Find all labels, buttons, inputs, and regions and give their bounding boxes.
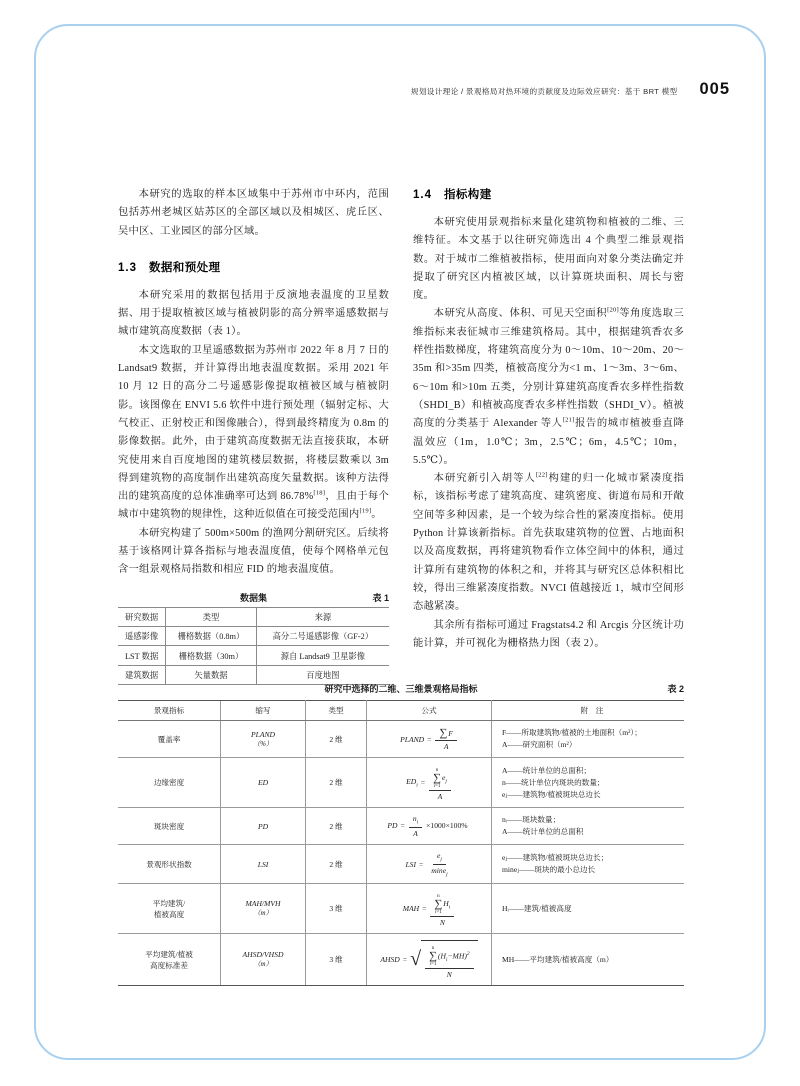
- paragraph-compactness: [413, 470, 684, 616]
- table2-abbr: [221, 721, 306, 758]
- table2-index-name: 边缘密度: [118, 758, 221, 808]
- note-line: A——统计单位的总面积: [502, 827, 584, 836]
- equals-sign: =: [427, 734, 432, 744]
- table2-notes: [492, 934, 685, 986]
- fraction-denominator: A: [413, 828, 418, 838]
- table1-row: [118, 646, 389, 665]
- formula-expression: [403, 890, 456, 927]
- table2-row: [118, 884, 684, 934]
- table2-type: 2 维: [306, 758, 367, 808]
- table1-header-cell: 类型: [166, 607, 257, 626]
- table2-container: [118, 682, 684, 986]
- table2-index-name-line1: 平均建筑/: [152, 898, 186, 908]
- table2-header-cell: 景观指标: [118, 701, 221, 721]
- table2-row: [118, 934, 684, 986]
- paragraph-preprocessing: [118, 342, 389, 525]
- table2-title: 研究中选择的二维、三维景观格局指标: [324, 684, 478, 694]
- section-title: 指标构建: [444, 189, 492, 201]
- fraction: [430, 890, 454, 927]
- table1-cell: LST 数据: [118, 646, 166, 665]
- table1-title: 数据集: [239, 592, 267, 603]
- note-line: Hᵢ——建筑/植被高度: [502, 903, 572, 913]
- equals-sign: =: [422, 904, 427, 914]
- table1-cell: 栅格数据（30m）: [166, 646, 257, 665]
- section-heading-1-4: [413, 186, 684, 202]
- table2-body: [118, 721, 684, 986]
- formula-lhs: PD: [387, 821, 398, 831]
- paragraph-3d-index-part3: 报告的城市植被垂直降温效应（1m，1.0℃；3m，2.5℃；6m，4.5℃；10m，5.5℃）。: [413, 418, 685, 466]
- square-root: [410, 940, 478, 979]
- paragraph-data-sources: 本研究采用的数据包括用于反演地表温度的卫星数据、用于提取植被区域与植被阴影的高分辨率遥感数据与城市建筑高度数据（表 1）。: [118, 289, 389, 338]
- fraction-numerator: ∑ F: [435, 728, 456, 741]
- table2-tag: 表 2: [667, 684, 684, 694]
- table1-cell: 百度地图: [256, 665, 389, 684]
- table2-index-name-line2: 高度标准差: [150, 960, 188, 970]
- table1-cell: 源自 Landsat9 卫星影像: [256, 646, 389, 665]
- table2-index-name: [118, 884, 221, 934]
- table2-abbr: [221, 845, 306, 884]
- fraction-numerator: n ∑ i=1 $H_i$: [430, 890, 454, 917]
- formula-lhs: LSI: [405, 859, 416, 869]
- equals-sign: =: [420, 778, 426, 787]
- note-line: eⱼ——建筑物/植被斑块总边长；: [502, 853, 609, 863]
- formula-lhs: PLAND: [400, 734, 425, 744]
- table2-abbr-unit: （m）: [253, 960, 273, 969]
- table2-notes: [492, 845, 685, 884]
- table1-cell: 建筑数据: [118, 665, 166, 684]
- table2-formula: [367, 884, 492, 934]
- table2-formula: [367, 934, 492, 986]
- table2-notes: [492, 884, 685, 934]
- table2-index-name: 覆盖率: [118, 721, 221, 758]
- table2-notes: [492, 758, 685, 808]
- paragraph-3d-index: [413, 305, 684, 470]
- table2-index-name: 景观形状指数: [118, 845, 221, 884]
- note-line: F——所取建筑物/植被的土地面积（m²）；: [502, 728, 642, 737]
- table2-head: [118, 701, 684, 721]
- table2-header-cell: 公式: [367, 701, 492, 721]
- fraction-denominator: mine$_j$: [431, 865, 448, 878]
- fraction-numerator: $e_j$: [433, 851, 446, 865]
- equals-sign: =: [400, 821, 405, 831]
- note-line: eⱼ——建筑物/植被斑块总边长: [502, 789, 601, 799]
- formula-expression: [400, 728, 458, 751]
- paragraph-index-overview: 本研究使用景观指标来量化建筑物和植被的二维、三维特征。本文基于以往研究筛选出 4 个典型二维景观指数。对于城市二维植被指标，使用面向对象分类法确定并提取了研究区内植被区域，以计算斑块面积、周长与密度。: [413, 217, 684, 302]
- left-column: [118, 186, 389, 685]
- formula-expression: [387, 814, 470, 838]
- radical-sign: √: [410, 948, 422, 971]
- table2-header-row: [118, 701, 684, 721]
- note-line: MH——平均建筑/植被高度（m）: [502, 954, 614, 964]
- table2-type: 3 维: [306, 884, 367, 934]
- table1-header-cell: 研究数据: [118, 607, 166, 626]
- table2-type: 2 维: [306, 808, 367, 845]
- table2-abbr: [221, 758, 306, 808]
- formula-lhs: AHSD: [380, 955, 400, 965]
- fraction-denominator: A: [443, 741, 449, 751]
- radical-body: [421, 940, 478, 979]
- table2-abbr-text: PD: [257, 821, 269, 831]
- table2-index-name: [118, 934, 221, 986]
- table1-row: [118, 627, 389, 646]
- table2-abbr-text: ED: [257, 778, 269, 787]
- table2-row: [118, 721, 684, 758]
- formula-lhs: $ED_i$: [406, 776, 418, 789]
- running-head-title: 规划设计理论 / 景观格局对热环境的贡献度及边际效应研究：基于 BRT 模型: [410, 87, 678, 96]
- table2-abbr-text: PLAND: [250, 729, 276, 739]
- table1-header-row: [118, 607, 389, 626]
- table1-body: [118, 607, 389, 685]
- fraction-denominator: N: [439, 918, 445, 928]
- paragraph-study-area: 本研究的选取的样本区域集中于苏州市中环内，范围包括苏州老城区姑苏区的全部区域以及相城区、虎丘区、吴中区、工业园区的部分区域。: [118, 189, 389, 237]
- equals-sign: =: [419, 859, 424, 869]
- table1-tag: 表 1: [372, 592, 389, 603]
- paragraph-3d-index-part2: 等角度选取三维指标来表征城市三维建筑格局。其中，根据建筑香农多样性指数梯度，将建筑高度分为 0～10m、10～20m、20～35m 和>35m 四类，植被高度分为<1 m、1～3m、3～6m、6～10m 和>10m 五类，分别计算建筑高度香农多样性指数（SHDI_B）和植被高度香农多样性指数（SHDI_V）。植被高度的分类基于 Alexander 等人: [413, 308, 684, 430]
- reference-marker-18: [18]: [313, 489, 326, 497]
- fraction-numerator: $n_i$: [409, 814, 422, 828]
- table2-notes: [492, 721, 685, 758]
- right-column: [413, 186, 684, 685]
- table2-abbr-text: LSI: [257, 859, 269, 869]
- section-number: 1.4: [413, 189, 432, 201]
- fraction-denominator: A: [437, 792, 443, 801]
- table2: [118, 700, 684, 986]
- paragraph-fishnet: 本研究构建了 500m×500m 的渔网分割研究区。后续将基于该格网计算各指标与地表温度值，使每个网格单元包含一组景观格局指数和相应 FID 的地表温度值。: [118, 527, 389, 576]
- note-line: mineⱼ——斑块的最小总边长: [502, 865, 596, 875]
- table2-type: 3 维: [306, 934, 367, 986]
- table1-caption: [118, 591, 389, 604]
- table2-caption: [118, 682, 684, 696]
- paragraph-compactness-part2: 构建的归一化城市紧凑度指标，该指标考虑了建筑高度、建筑密度、街道布局和开敞空间等多种因素，是一个较为综合性的紧凑度指标。使用 Python 计算该新指标。首先获取建筑物的位置、占地面积以及高度数据，再将建筑物看作立体空间中的体积，通过计算所有建筑物的体积之和，并将其与研究区总体积相比较，得出三维紧凑度指数。NVCI 值越接近 1，城市空间形态越紧凑。: [413, 473, 684, 613]
- fraction-denominator: N: [446, 970, 452, 980]
- table1-cell: 栅格数据（0.8m）: [166, 627, 257, 646]
- section-title: 数据和预处理: [149, 261, 221, 274]
- table2-abbr: [221, 934, 306, 986]
- table2-abbr-text: MAH/MVH: [245, 899, 281, 909]
- reference-marker-21: [21]: [562, 416, 575, 424]
- table2-index-name: 斑块密度: [118, 808, 221, 845]
- fraction: [429, 764, 451, 801]
- table2-formula: [367, 845, 492, 884]
- reference-marker-22: [22]: [535, 471, 548, 479]
- paragraph-software: 其余所有指标可通过 Fragstats4.2 和 Arcgis 分区统计功能计算，并可视化为栅格热力图（表 2）。: [413, 619, 684, 649]
- section-heading-1-3: [118, 259, 389, 275]
- paragraph-3d-index-part1: 本研究从高度、体积、可见天空面积: [433, 308, 608, 320]
- fraction-numerator: n ∑ i=1 $(H_i-MH)^2$: [425, 942, 474, 969]
- table2-index-name-line1: 平均建筑/植被: [145, 949, 193, 959]
- table1-cell: 遥感影像: [118, 627, 166, 646]
- table2-formula: [367, 721, 492, 758]
- table2-notes: [492, 808, 685, 845]
- table2-abbr-text: AHSD/VHSD: [242, 950, 284, 960]
- table2-abbr-unit: （%）: [253, 739, 273, 748]
- table2-abbr: [221, 808, 306, 845]
- table2-index-name-line2: 植被高度: [153, 909, 185, 919]
- paragraph-compactness-part1: 本研究新引入胡等人: [433, 473, 536, 485]
- table1-cell: 矢量数据: [166, 665, 257, 684]
- table2-row: [118, 758, 684, 808]
- note-line: A——研究面积（m²）: [502, 740, 577, 749]
- fraction: [409, 814, 422, 838]
- article-columns: [118, 186, 684, 685]
- reference-marker-20: [20]: [607, 307, 619, 315]
- running-head: [70, 80, 730, 99]
- note-line: n——统计单位内斑块的数量；: [502, 777, 605, 787]
- table2-abbr-unit: （m）: [253, 909, 273, 918]
- formula-expression: [380, 940, 477, 979]
- section-number: 1.3: [118, 261, 137, 274]
- table2-header-cell: 类型: [306, 701, 367, 721]
- table2-abbr: [221, 884, 306, 934]
- table2-type: 2 维: [306, 845, 367, 884]
- table2-formula: [367, 808, 492, 845]
- fraction: [425, 942, 474, 979]
- formula-expression: [405, 851, 452, 877]
- table2-type: 2 维: [306, 721, 367, 758]
- paragraph-preprocessing-part2: ，且由于每个城市中建筑物的规律性，这种近似值在可接受范围内: [118, 491, 389, 521]
- page-number: 005: [699, 80, 730, 98]
- equals-sign: =: [402, 955, 408, 965]
- reference-marker-19: [19]: [359, 508, 372, 516]
- formula-lhs: MAH: [402, 904, 420, 914]
- table1: [118, 607, 389, 686]
- multiply-sign: ×1000×100%: [426, 821, 468, 831]
- table1-header-cell: 来源: [256, 607, 389, 626]
- fraction: [435, 728, 456, 751]
- note-line: A——统计单位的总面积；: [502, 765, 592, 775]
- fraction-numerator: n ∑ i=1 $e_j$: [429, 764, 451, 791]
- formula-expression: [406, 764, 452, 801]
- note-line: nᵢ——斑块数量；: [502, 815, 561, 824]
- table1-container: [118, 591, 389, 686]
- table2-row: [118, 845, 684, 884]
- table1-cell: 高分二号遥感影像（GF-2）: [256, 627, 389, 646]
- table2-header-cell: 缩写: [221, 701, 306, 721]
- paragraph-preprocessing-part1: 本文选取的卫星遥感数据为苏州市 2022 年 8 月 7 日的 Landsat9 数据，并计算得出地表温度数据。采用 2021 年 10 月 12 日的高分二号遥感影像提取植被区域与植被阴影。该图像在 ENVI 5.6 软件中进行预处理（辐射定标、大气校正、正射校正和图像融合），得到最终精度为 0.8m 的影像数据。此外，由于建筑高度数据无法直接获取，本研究使用来自百度地图的建筑楼层数据，将楼层数乘以 3m 得到建筑物的高度制作出建筑高度矢量数据。该种方法得出的建筑高度的总体准确率可达到 86.78%: [118, 344, 389, 503]
- table2-formula: [367, 758, 492, 808]
- paragraph-preprocessing-part3: 。: [371, 509, 382, 521]
- table2-row: [118, 808, 684, 845]
- fraction: [427, 851, 451, 877]
- table2-header-cell: 附 注: [492, 701, 685, 721]
